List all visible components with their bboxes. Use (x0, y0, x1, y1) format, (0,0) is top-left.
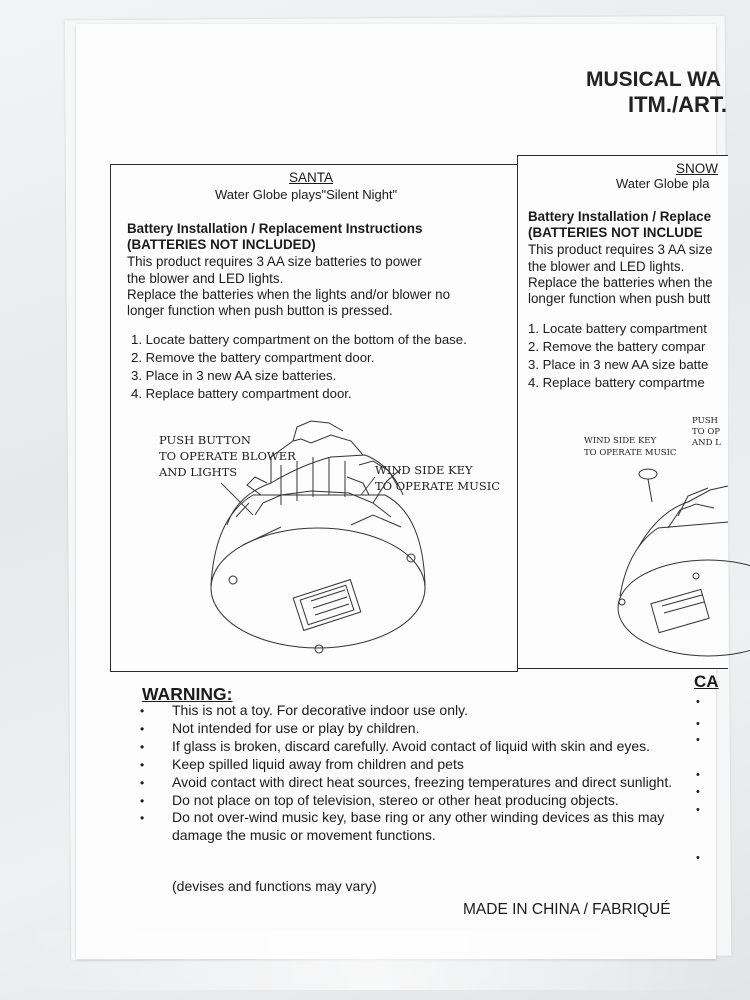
bag-shine (20, 930, 720, 990)
batteries-not-included: (BATTERIES NOT INCLUDE (528, 225, 703, 240)
body-line: longer function when push butt (528, 291, 711, 306)
caution-title-fragment: CA (694, 672, 719, 691)
bullet-icon: • (140, 811, 145, 826)
step-item: 2. Remove the battery compar (528, 339, 706, 354)
caution-bullet-icon: • (696, 769, 700, 781)
step-item: 2. Remove the battery compartment door. (131, 350, 375, 365)
body-line: Replace the batteries when the lights and/or blower no (127, 287, 451, 302)
battery-heading: Battery Installation / Replacement Instructions (127, 221, 423, 236)
step-item: 1. Locate battery compartment (528, 321, 707, 336)
battery-heading: Battery Installation / Replace (528, 209, 712, 224)
body-line: This product requires 3 AA size batteries to power (127, 254, 422, 269)
warning-item: • Do not over-wind music key, base ring or any other winding devices as this may damage the music or movement functions. (140, 809, 665, 843)
wind-key-label-2: TO OPERATE MUSIC (375, 479, 501, 493)
body-line: longer function when push button is pressed. (127, 303, 393, 318)
bullet-icon: • (140, 775, 145, 790)
warning-item: • Avoid contact with direct heat sources, freezing temperatures and direct sunlight. (138, 774, 698, 791)
header-title: MUSICAL WA (586, 68, 721, 91)
wind-key-label-1: WIND SIDE KEY (584, 436, 657, 446)
panel-subtitle: Water Globe pla (616, 176, 710, 191)
warning-list (138, 702, 698, 845)
push-label-2: TO OP (692, 427, 721, 437)
bullet-icon: • (140, 793, 145, 808)
step-item: 3. Place in 3 new AA size batte (528, 357, 709, 372)
caution-bullet-icon: • (696, 696, 700, 708)
bullet-icon: • (140, 721, 145, 736)
santa-panel (110, 164, 518, 672)
steps-list (528, 320, 708, 392)
step-item: 1. Locate battery compartment on the bottom of the base. (131, 332, 467, 347)
push-button-label-2: TO OPERATE BLOWER (159, 449, 296, 463)
push-label-1: PUSH (692, 416, 718, 426)
warning-item: • This is not a toy. For decorative indoor use only. (138, 702, 698, 719)
warning-item: • Not intended for use or play by children. (138, 720, 698, 737)
caution-bullet-icon: • (696, 804, 700, 816)
made-in-label: MADE IN CHINA / FABRIQUÉ (463, 901, 671, 918)
step-item: 3. Place in 3 new AA size batteries. (131, 368, 337, 383)
warning-item: • Keep spilled liquid away from children and pets (138, 756, 698, 773)
warning-title: WARNING: (142, 684, 233, 704)
steps-list (131, 331, 467, 403)
push-button-label-1: PUSH BUTTON (159, 433, 251, 447)
caution-bullet-icon: • (696, 786, 700, 798)
panel-title: SNOW (676, 161, 718, 176)
bullet-icon: • (140, 757, 145, 772)
bullet-icon: • (140, 704, 145, 718)
caution-bullet-icon: • (696, 718, 700, 730)
body-line: the blower and LED lights. (528, 259, 685, 274)
step-item: 4. Replace battery compartme (528, 375, 705, 390)
push-label-3: AND L (692, 438, 721, 448)
warning-item: • Do not place on top of television, stereo or other heat producing objects. (138, 792, 698, 809)
warning-item: • If glass is broken, discard carefully. Avoid contact of liquid with skin and eyes. (138, 738, 698, 755)
caution-bullet-icon: • (696, 852, 700, 864)
body-line: Replace the batteries when the (528, 275, 713, 290)
push-button-label-3: AND LIGHTS (159, 465, 238, 479)
body-line: the blower and LED lights. (127, 271, 284, 286)
header-item-number: ITM./ART. (628, 92, 727, 117)
body-line: This product requires 3 AA size (528, 242, 713, 257)
panel-subtitle: Water Globe plays"Silent Night" (215, 187, 398, 202)
wind-key-label-1: WIND SIDE KEY (375, 463, 473, 477)
instruction-sheet (76, 24, 727, 959)
bullet-icon: • (140, 739, 145, 754)
batteries-not-included: (BATTERIES NOT INCLUDED) (127, 237, 316, 252)
snow-panel (517, 155, 728, 669)
step-item: 4. Replace battery compartment door. (131, 386, 352, 401)
wind-key-label-2: TO OPERATE MUSIC (584, 448, 677, 458)
warning-note: (devises and functions may vary) (172, 878, 377, 894)
caution-bullet-icon: • (696, 734, 700, 746)
panel-title: SANTA (289, 170, 334, 185)
